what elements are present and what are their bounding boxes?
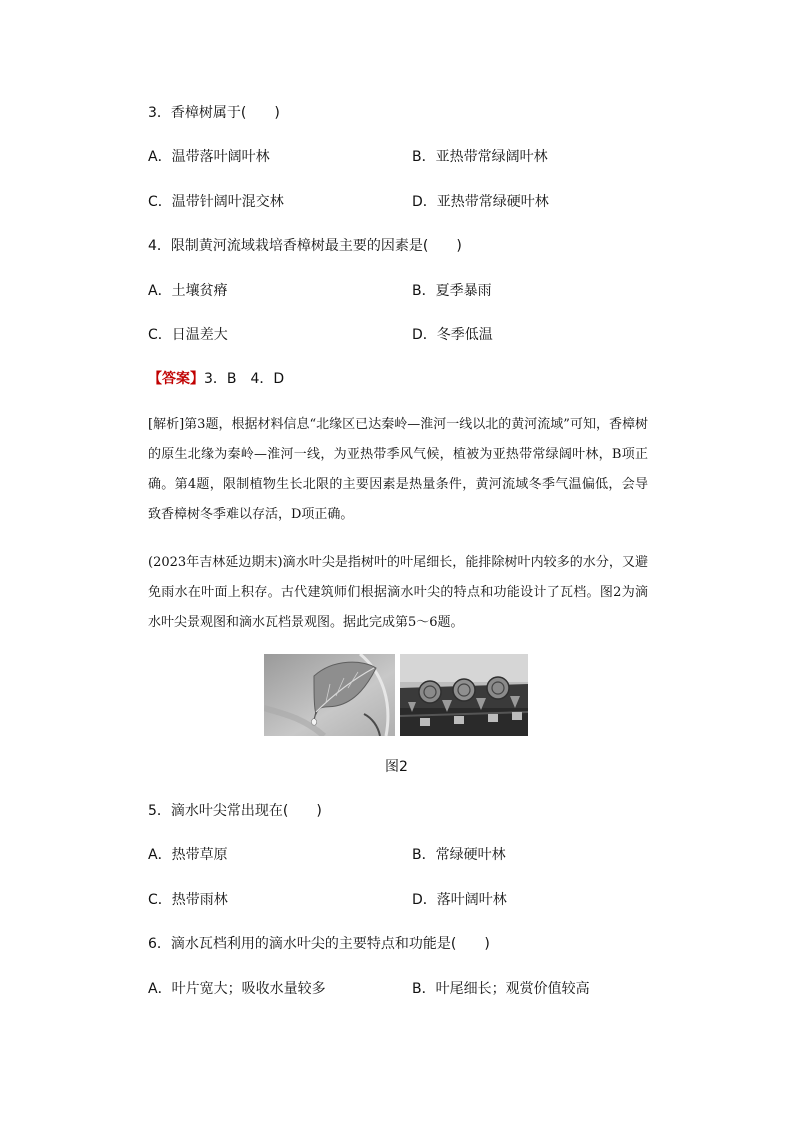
material-paragraph: (2023年吉林延边期末)滴水叶尖是指树叶的叶尾细长，能排除树叶内较多的水分，又避免雨水在叶面上积存。古代建筑师们根据滴水叶尖的特点和功能设计了瓦档。图2为滴水叶尖景观图和滴水瓦档景观图。据此完成第5～6题。 bbox=[148, 555, 648, 630]
question-4-option-d: D．冬季低温 bbox=[412, 327, 493, 343]
question-3-option-b: B．亚热带常绿阔叶林 bbox=[412, 149, 548, 165]
analysis-paragraph: [解析]第3题，根据材料信息“北缘区已达秦岭—淮河一线以北的黄河流域”可知，香樟树的原生北缘为秦岭—淮河一线，为亚热带季风气候，植被为亚热带常绿阔叶林，B项正确。第4题，限制植物生长北限的主要因素是热量条件，黄河流域冬季气温偏低，会导致香樟树冬季难以存活，D项正确。 bbox=[148, 417, 648, 522]
answer-text: 3．B 4．D bbox=[204, 371, 285, 387]
question-5-stem: 5．滴水叶尖常出现在( ) bbox=[148, 803, 322, 819]
drip-tip-leaf-photo bbox=[264, 654, 395, 736]
answer-line bbox=[148, 369, 284, 389]
question-5-option-c: C．热带雨林 bbox=[148, 892, 228, 908]
question-5-option-a: A．热带草原 bbox=[148, 847, 228, 863]
figure-caption: 图2 bbox=[385, 759, 408, 775]
question-6-option-a: A．叶片宽大；吸收水量较多 bbox=[148, 981, 326, 997]
question-3-option-c: C．温带针阔叶混交林 bbox=[148, 194, 284, 210]
question-6-option-b: B．叶尾细长；观赏价值较高 bbox=[412, 981, 590, 997]
question-3-option-a: A．温带落叶阔叶林 bbox=[148, 149, 270, 165]
question-4-option-a: A．土壤贫瘠 bbox=[148, 283, 228, 299]
question-5-option-b: B．常绿硬叶林 bbox=[412, 847, 506, 863]
question-3-option-d: D．亚热带常绿硬叶林 bbox=[412, 194, 549, 210]
answer-tag: 【答案】 bbox=[148, 371, 204, 387]
question-5-option-d: D．落叶阔叶林 bbox=[412, 892, 507, 908]
question-4-stem: 4．限制黄河流域栽培香樟树最主要的因素是( ) bbox=[148, 238, 462, 254]
question-4-option-b: B．夏季暴雨 bbox=[412, 283, 492, 299]
drip-tile-eave-photo bbox=[400, 654, 528, 736]
question-3-stem: 3．香樟树属于( ) bbox=[148, 105, 280, 121]
question-4-option-c: C．日温差大 bbox=[148, 327, 228, 343]
question-6-stem: 6．滴水瓦档利用的滴水叶尖的主要特点和功能是( ) bbox=[148, 936, 490, 952]
